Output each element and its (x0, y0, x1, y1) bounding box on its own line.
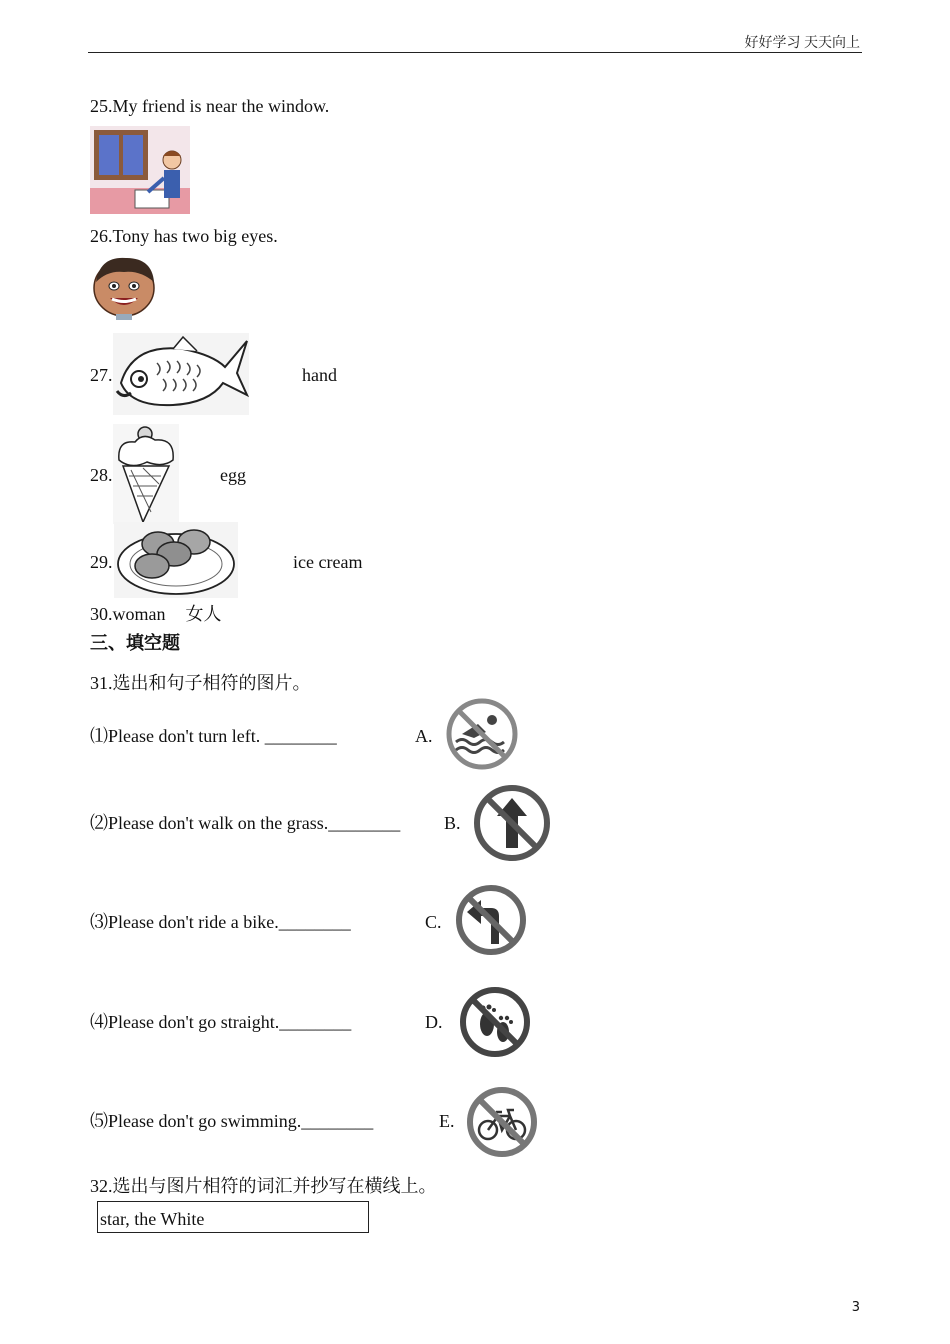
eggs-on-plate-picture (114, 522, 238, 598)
q29-number: 29. (90, 552, 113, 572)
no-left-turn-sign-icon (455, 884, 527, 956)
q31-item-2-text: Please don't walk on the grass. (108, 813, 329, 833)
q32-instruction: 32.选出与图片相符的词汇并抄写在横线上。 (90, 1176, 437, 1196)
no-walking-on-grass-sign-icon (459, 986, 531, 1058)
q31-item-4-blank[interactable]: ________ (279, 1012, 352, 1032)
q31-item-3-num: ⑶ (90, 912, 108, 932)
q28-number: 28. (90, 465, 113, 485)
word-bank-box: star, the White (97, 1201, 369, 1233)
q31-option-e: E. (439, 1111, 455, 1131)
header-motto: 好好学习 天天向上 (744, 36, 860, 51)
q28-word: egg (220, 465, 246, 485)
q31-option-b: B. (444, 813, 461, 833)
q31-item-5 (90, 1110, 373, 1132)
q25-text: 25.My friend is near the window. (90, 96, 330, 116)
q30-line (90, 603, 222, 625)
q31-item-5-blank[interactable]: ________ (301, 1111, 374, 1131)
q27-word: hand (302, 365, 337, 385)
no-swimming-sign-icon (446, 698, 518, 770)
q31-option-c: C. (425, 912, 442, 932)
q31-item-2-num: ⑵ (90, 813, 108, 833)
q31-option-a: A. (415, 726, 433, 746)
q30-word: woman (112, 604, 166, 624)
ice-cream-cone-picture (113, 424, 179, 524)
q31-item-3-blank[interactable]: ________ (278, 912, 351, 932)
q31-item-2-blank[interactable]: ________ (328, 813, 401, 833)
q31-item-4 (90, 1011, 351, 1033)
smiling-boy-face-picture (90, 254, 160, 320)
q31-item-2 (90, 812, 400, 834)
q31-item-4-num: ⑷ (90, 1012, 108, 1032)
q31-item-4-text: Please don't go straight. (108, 1012, 280, 1032)
q31-item-1 (90, 725, 337, 747)
q30-number: 30. (90, 604, 113, 624)
no-bicycle-sign-icon (466, 1086, 538, 1158)
boy-at-window-picture (90, 126, 190, 214)
q31-item-5-text: Please don't go swimming. (108, 1111, 302, 1131)
no-straight-sign-icon (473, 784, 551, 862)
q26-text: 26.Tony has two big eyes. (90, 226, 278, 246)
fish-picture (113, 333, 249, 415)
q31-instruction: 31.选出和句子相符的图片。 (90, 673, 311, 693)
q30-translation: 女人 (185, 604, 222, 624)
q31-item-5-num: ⑸ (90, 1111, 108, 1131)
section-title: 三、填空题 (90, 633, 180, 653)
q29-word: ice cream (293, 552, 363, 572)
q31-item-1-num: ⑴ (90, 726, 108, 746)
page-number: 3 (851, 1300, 860, 1315)
q27-number: 27. (90, 365, 113, 385)
q31-item-3 (90, 911, 351, 933)
q31-item-1-text: Please don't turn left. (108, 726, 261, 746)
q31-item-1-blank[interactable]: ________ (264, 726, 337, 746)
q31-option-d: D. (425, 1012, 443, 1032)
q31-item-3-text: Please don't ride a bike. (108, 912, 279, 932)
header-rule (88, 52, 862, 53)
